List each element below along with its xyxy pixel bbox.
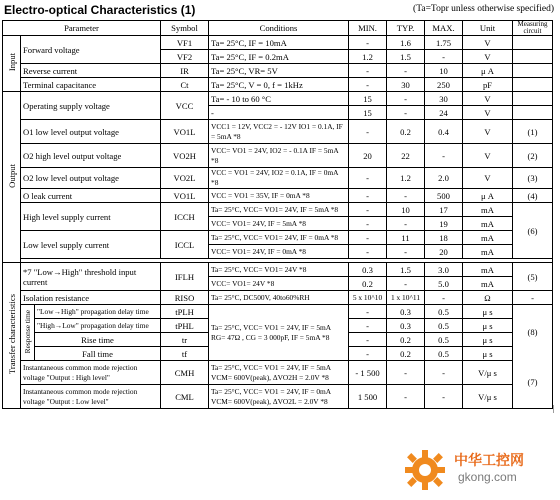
cell-max: - [425,144,463,168]
table-row [3,168,553,189]
cell-unit: mA [463,277,513,291]
cell-unit: V [463,168,513,189]
cell-circ: (5) [513,263,553,291]
cell-param: Isolation resistance [21,291,161,305]
cell-max: 2.0 [425,168,463,189]
cell-min: - [349,64,387,78]
cell-cond: VCC1 = 12V, VCC2 = - 12V IO1 = 0.1A, IF = 5mA *8 [209,120,349,144]
cell-symbol: VO2H [161,144,209,168]
cell-cond: VCC = VO1 = 24V, IO2 = 0.1A, IF = 0mA *8 [209,168,349,189]
page-marker: | [553,404,555,413]
cell-param: O2 high level output voltage [21,144,161,168]
circuit-7: (7) [527,376,538,387]
cell-symbol: tf [161,347,209,361]
cell-cond: Ta= 25°C, VCC= VO1 = 24V, IF = 5mA VCM= 600V(peak), ΔVO2H = 2.0V *8 [209,361,349,385]
cell-param: Instantaneous common mode rejection voltage "Output : High level" [21,361,161,385]
cell-max: 18 [425,231,463,245]
header-symbol: Symbol [161,21,209,36]
cell-min: - [349,305,387,319]
cell-param: "High→Low" propagation delay time [35,319,161,333]
cell-circ: (6) [513,203,553,259]
cell-max: - [425,291,463,305]
cell-param: *7 "Low→High" threshold input current [21,263,161,291]
cell-param: Reverse current [21,64,161,78]
cell-max: 0.5 [425,319,463,333]
cell-min: 15 [349,106,387,120]
header-min: MIN. [349,21,387,36]
cell-min: - [349,231,387,245]
cell-max: 30 [425,92,463,106]
group-response: Response time [21,305,35,361]
cell-min: - [349,78,387,92]
cell-typ: 11 [387,231,425,245]
cell-max: 20 [425,245,463,259]
cell-unit: V [463,50,513,64]
cell-max: 10 [425,64,463,78]
cell-min: 0.3 [349,263,387,277]
cell-symbol: VO2L [161,168,209,189]
cell-typ: 1.5 [387,50,425,64]
cell-cond: VCC = VO1 = 35V, IF = 0mA *8 [209,189,349,203]
cell-cond: Ta= 25°C, VCC= VO1= 24V, IF = 0mA *8 [209,231,349,245]
group-input: Input [3,36,21,92]
gear-icon [402,448,448,492]
cell-max: 17 [425,203,463,217]
cell-cond: VCC= VO1 = 24V, IO2 = - 0.1A IF = 5mA *8 [209,144,349,168]
watermark-logo [402,448,552,492]
table-row [3,92,553,106]
cell-max: 0.4 [425,120,463,144]
cell-max: 1.75 [425,36,463,50]
cell-cond: Ta= 25°C, V = 0, f = 1kHz [209,78,349,92]
cell-symbol: CML [161,385,209,409]
cell-typ: - [387,106,425,120]
table-row [3,64,553,78]
cell-max: 5.0 [425,277,463,291]
cell-typ: - [387,277,425,291]
cell-typ: 0.2 [387,120,425,144]
header-unit: Unit [463,21,513,36]
cell-max: 0.5 [425,333,463,347]
cell-circ: (2) [513,144,553,168]
cell-cond: VCC= VO1= 24V, IF = 5mA *8 [209,217,349,231]
cell-min: 0.2 [349,277,387,291]
cell-unit: mA [463,203,513,217]
cell-unit: V [463,120,513,144]
cell-param: Forward voltage [21,36,161,64]
header-max: MAX. [425,21,463,36]
cell-circ: (1) [513,120,553,144]
condition-note: (Ta=Topr unless otherwise specified) [413,4,554,14]
cell-max: 250 [425,78,463,92]
cell-circ [513,64,553,78]
cell-typ: - [387,217,425,231]
cell-unit: V [463,36,513,50]
cell-unit: V/μ s [463,385,513,409]
table-row [3,263,553,277]
cell-typ: - [387,361,425,385]
cell-circ [513,78,553,92]
cell-symbol: VF2 [161,50,209,64]
table-row [3,385,553,409]
watermark-text-cn: 中华工控网 [454,452,524,468]
cell-param: Terminal capacitance [21,78,161,92]
cell-unit: μ s [463,333,513,347]
cell-min: - [349,120,387,144]
cell-symbol: ICCL [161,231,209,259]
cell-unit: pF [463,78,513,92]
group-transfer: Transfer characteristics [3,263,21,409]
cell-min: - [349,245,387,259]
cell-min: - [349,217,387,231]
cell-symbol: VO1L [161,189,209,203]
cell-symbol: VF1 [161,36,209,50]
cell-param: Rise time [35,333,161,347]
cell-unit: μ s [463,347,513,361]
cell-typ: 0.3 [387,319,425,333]
table-row [3,144,553,168]
table-row [3,291,553,305]
cell-symbol: VCC [161,92,209,120]
cell-cond: Ta= 25°C, DC500V, 40to60%RH [209,291,349,305]
header-row [3,21,553,36]
cell-unit: mA [463,263,513,277]
cell-min: - [349,36,387,50]
cell-max: 500 [425,189,463,203]
cell-cond: Ta= 25°C, VCC= VO1= 24V *8 [209,263,349,277]
table-row [3,120,553,144]
cell-typ: - [387,245,425,259]
cell-min: 15 [349,92,387,106]
cell-max: 0.5 [425,305,463,319]
cell-max: - [425,385,463,409]
cell-symbol: IFLH [161,263,209,291]
cell-circ: - [513,291,553,305]
cell-max: 24 [425,106,463,120]
cell-unit: μ s [463,319,513,333]
cell-max: 19 [425,217,463,231]
cell-symbol: tPHL [161,319,209,333]
cell-symbol: VO1L [161,120,209,144]
cell-min: - [349,203,387,217]
cell-cond: Ta= 25°C, IF = 10mA [209,36,349,50]
table-row [3,203,553,217]
circuit-8: (8) [527,326,538,337]
header-circuit: Measuring circuit [513,21,553,36]
cell-unit: V [463,106,513,120]
cell-typ: 1.6 [387,36,425,50]
cell-min: 5 x 10^10 [349,291,387,305]
cell-circ [513,50,553,64]
table-row [3,361,553,385]
cell-typ: 22 [387,144,425,168]
cell-symbol: IR [161,64,209,78]
header-conditions: Conditions [209,21,349,36]
cell-symbol: tr [161,333,209,347]
table-row [3,231,553,245]
cell-circ [513,106,553,120]
cell-typ: 0.3 [387,305,425,319]
cell-unit: mA [463,231,513,245]
cell-max: 0.5 [425,347,463,361]
cell-unit: μ A [463,189,513,203]
cell-param: O1 low level output voltage [21,120,161,144]
cell-param: "Low→High" propagation delay time [35,305,161,319]
cell-param: Instantaneous common mode rejection voltage "Output : Low level" [21,385,161,409]
cell-typ: - [387,385,425,409]
cell-typ: 30 [387,78,425,92]
cell-cond: Ta= 25°C, VR= 5V [209,64,349,78]
header-parameter: Parameter [3,21,161,36]
table-row [3,78,553,92]
cell-typ: 0.2 [387,347,425,361]
cell-min: 1 500 [349,385,387,409]
cell-unit: mA [463,217,513,231]
cell-min: 1.2 [349,50,387,64]
cell-symbol: CMH [161,361,209,385]
cell-circ [513,92,553,106]
cell-unit: V [463,144,513,168]
cell-cond: Ta= 25°C, VCC= VO1 = 24V, IF = 0mA VCM= 600V(peak), ΔVO2L = 2.0V *8 [209,385,349,409]
cell-symbol: tPLH [161,305,209,319]
cell-param: Fall time [35,347,161,361]
cell-symbol: ICCH [161,203,209,231]
cell-circ: (3) [513,168,553,189]
cell-unit: mA [463,245,513,259]
cell-cond: VCC= VO1= 24V, IF = 0mA *8 [209,245,349,259]
cell-typ: 10 [387,203,425,217]
cell-min: - 1 500 [349,361,387,385]
cell-min: - [349,319,387,333]
cell-unit: V [463,92,513,106]
watermark-text-url: gkong.com [458,470,517,484]
cell-cond: - [209,106,349,120]
cell-min: - [349,168,387,189]
cell-typ: - [387,64,425,78]
header-typ: TYP. [387,21,425,36]
cell-symbol: Ct [161,78,209,92]
cell-circ: (4) [513,189,553,203]
group-output: Output [3,92,21,263]
cell-min: - [349,333,387,347]
cell-cond: Ta= 25°C, VCC= VO1= 24V, IF = 5mA *8 [209,203,349,217]
cell-typ: 1.5 [387,263,425,277]
characteristics-table [2,20,553,409]
cell-max: - [425,361,463,385]
page-title: Electro-optical Characteristics (1) [4,3,196,17]
cell-cond: Ta= 25°C, VCC= VO1 = 24V, IF = 5mA RG= 47Ω , CG = 3 000pF, IF = 5mA *8 [209,305,349,361]
cell-cond: Ta= 25°C, IF = 0.2mA [209,50,349,64]
cell-circ [513,305,553,409]
cell-max: 3.0 [425,263,463,277]
cell-min: - [349,189,387,203]
cell-min: 20 [349,144,387,168]
table-row [3,189,553,203]
cell-typ: 1.2 [387,168,425,189]
cell-param: High level supply current [21,203,161,231]
cell-param: O leak current [21,189,161,203]
cell-typ: 0.2 [387,333,425,347]
cell-unit: Ω [463,291,513,305]
cell-circ [513,36,553,50]
cell-param: Low level supply current [21,231,161,259]
cell-cond: VCC= VO1= 24V *8 [209,277,349,291]
cell-symbol: RISO [161,291,209,305]
cell-param: Operating supply voltage [21,92,161,120]
cell-max: - [425,50,463,64]
table-row [3,36,553,50]
cell-param: O2 low level output voltage [21,168,161,189]
cell-unit: μ s [463,305,513,319]
cell-typ: - [387,92,425,106]
cell-cond: Ta= - 10 to 60 °C [209,92,349,106]
cell-unit: μ A [463,64,513,78]
cell-unit: V/μ s [463,361,513,385]
cell-min: - [349,347,387,361]
table-row [3,305,553,319]
cell-typ: - [387,189,425,203]
cell-typ: 1 x 10^11 [387,291,425,305]
